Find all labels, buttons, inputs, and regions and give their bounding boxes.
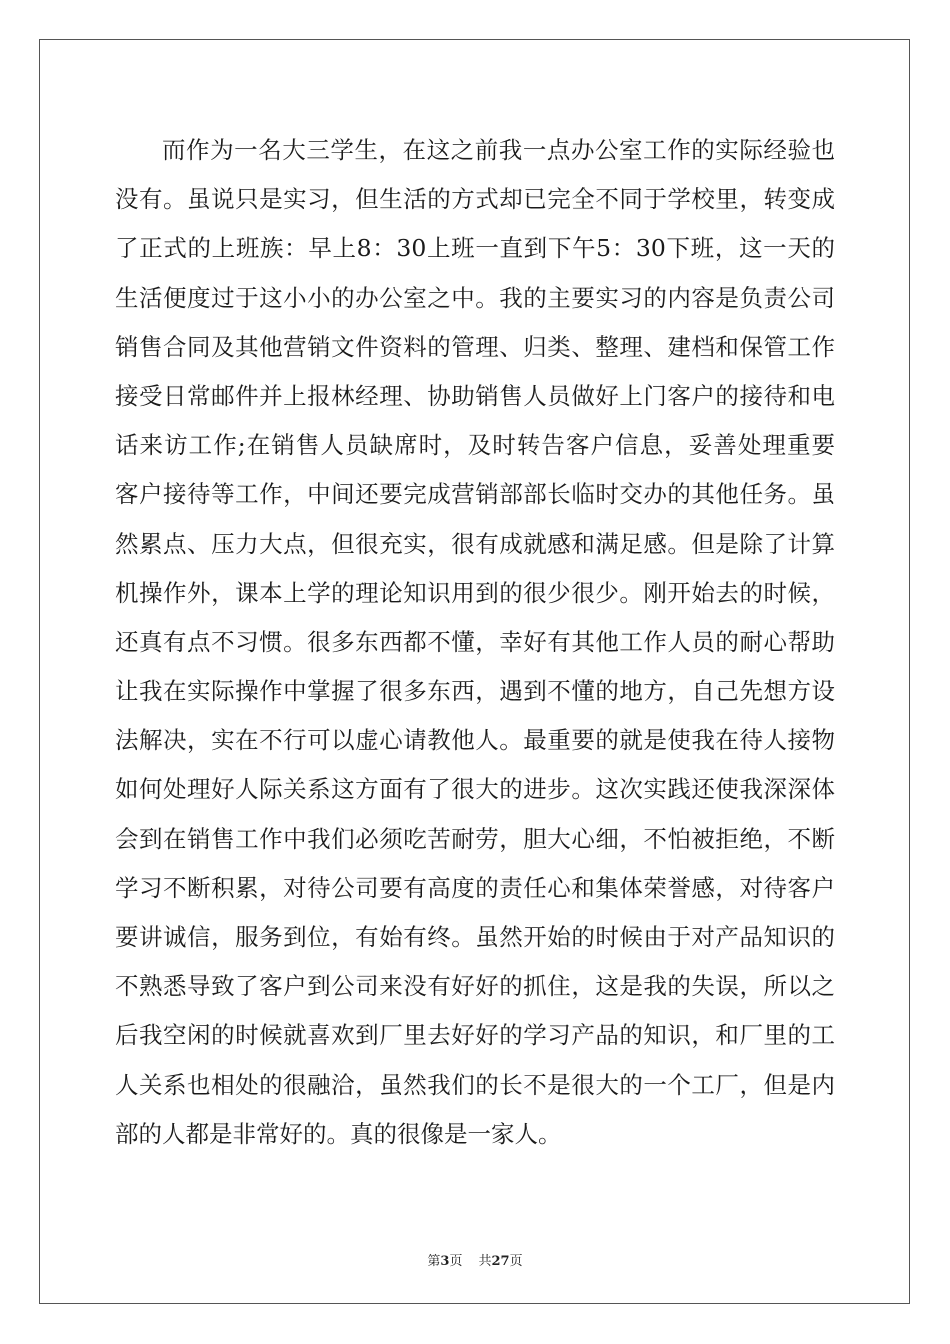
body-paragraph bbox=[115, 126, 835, 1159]
text-line: 部的人都是非常好的。真的很像是一家人。 bbox=[115, 1119, 562, 1148]
text-line: 还真有点不习惯。很多东西都不懂，幸好有其他工作人员的耐心帮助 bbox=[115, 627, 835, 656]
text-line: 让我在实际操作中掌握了很多东西，遇到不懂的地方，自己先想方设 bbox=[115, 677, 835, 706]
text-line: 会到在销售工作中我们必须吃苦耐劳，胆大心细，不怕被拒绝，不断 bbox=[115, 824, 835, 853]
page-footer bbox=[0, 1250, 950, 1269]
text-line: 生活便度过于这小小的办公室之中。我的主要实习的内容是负责公司 bbox=[115, 283, 835, 312]
page-number-label bbox=[427, 1254, 462, 1269]
text-line: 学习不断积累，对待公司要有高度的责任心和集体荣誉感，对待客户 bbox=[115, 873, 835, 902]
text-line: 后我空闲的时候就喜欢到厂里去好好的学习产品的知识，和厂里的工 bbox=[115, 1021, 835, 1050]
text-line: 接受日常邮件并上报林经理、协助销售人员做好上门客户的接待和电 bbox=[115, 381, 835, 410]
text-line: 机操作外，课本上学的理论知识用到的很少很少。刚开始去的时候， bbox=[115, 578, 835, 607]
text-line: 不熟悉导致了客户到公司来没有好好的抓住，这是我的失误，所以之 bbox=[115, 972, 835, 1001]
text-line: 客户接待等工作，中间还要完成营销部部长临时交办的其他任务。虽 bbox=[115, 480, 835, 509]
footer-prefix: 第 bbox=[427, 1254, 441, 1269]
footer-total-prefix: 共 bbox=[478, 1254, 492, 1269]
footer-total-suffix: 页 bbox=[509, 1254, 523, 1269]
text-line: 话来访工作;在销售人员缺席时，及时转告客户信息，妥善处理重要 bbox=[115, 431, 835, 460]
text-line: 法解决，实在不行可以虚心请教他人。最重要的就是使我在待人接物 bbox=[115, 726, 835, 755]
text-line: 了正式的上班族：早上8：30上班一直到下午5：30下班，这一天的 bbox=[115, 234, 835, 263]
total-pages-label bbox=[478, 1254, 522, 1269]
text-line: 如何处理好人际关系这方面有了很大的进步。这次实践还使我深深体 bbox=[115, 775, 835, 804]
current-page-number: 3 bbox=[440, 1254, 450, 1269]
total-page-count: 27 bbox=[491, 1254, 510, 1269]
text-line: 没有。虽说只是实习，但生活的方式却已完全不同于学校里，转变成 bbox=[115, 185, 835, 214]
text-line: 要讲诚信，服务到位，有始有终。虽然开始的时候由于对产品知识的 bbox=[115, 923, 835, 951]
text-line: 销售合同及其他营销文件资料的管理、归类、整理、建档和保管工作 bbox=[115, 332, 835, 361]
footer-page-suffix: 页 bbox=[449, 1254, 463, 1269]
text-line: 然累点、压力大点，但很充实，很有成就感和满足感。但是除了计算 bbox=[115, 529, 835, 558]
text-line: 而作为一名大三学生，在这之前我一点办公室工作的实际经验也 bbox=[162, 136, 835, 164]
text-line: 人关系也相处的很融洽，虽然我们的长不是很大的一个工厂，但是内 bbox=[115, 1070, 835, 1099]
